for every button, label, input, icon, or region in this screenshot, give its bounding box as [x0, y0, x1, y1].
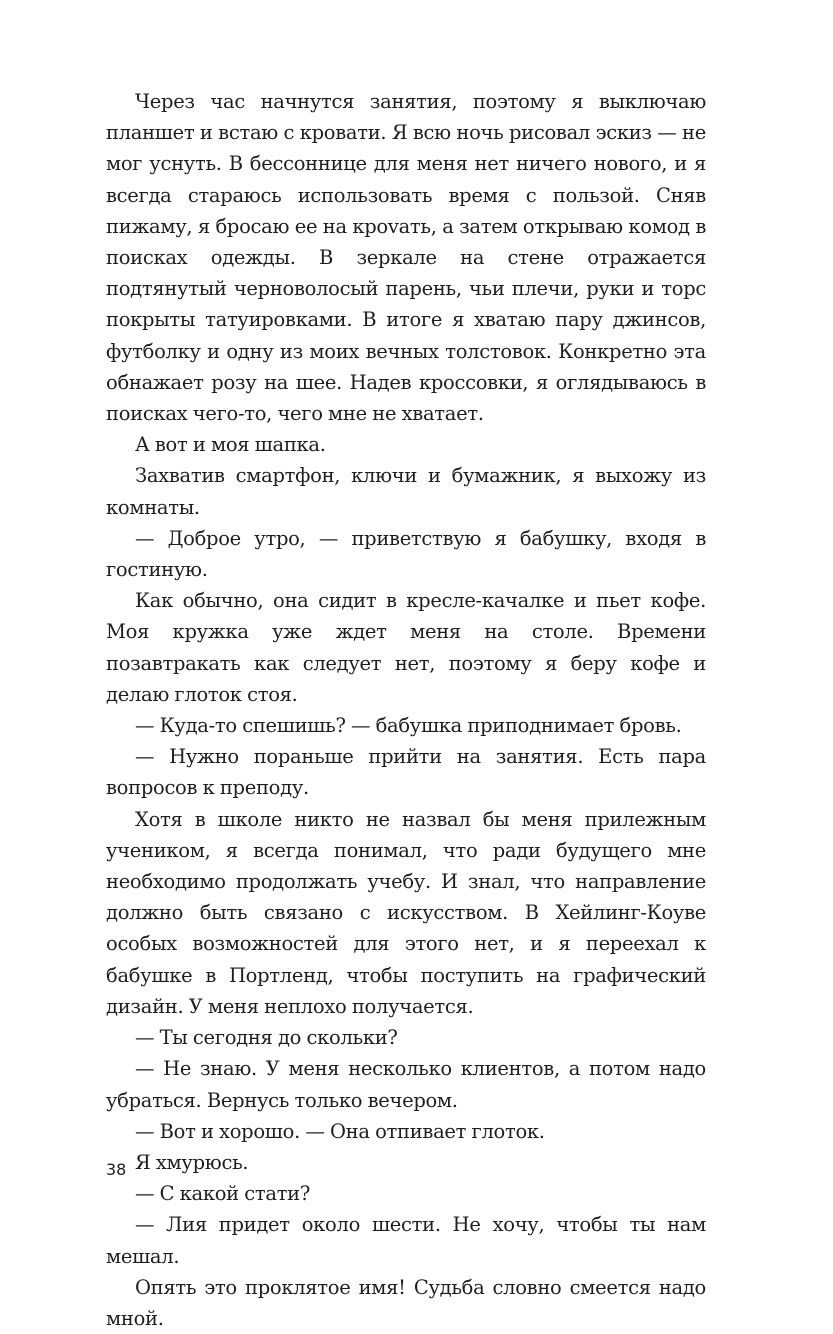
paragraph: Опять это проклятое имя! Судьба словно смеется надо мной. — [106, 1275, 706, 1330]
dialogue-line: — Лия придет около шести. Не хочу, чтобы ты нам мешал. — [106, 1213, 706, 1268]
dialogue-line: — Ты сегодня до скольки? — [135, 1026, 398, 1050]
paragraph: Захватив смартфон, ключи и бумажник, я выхожу из комнаты. — [106, 464, 706, 519]
paragraph: Через час начнутся занятия, поэтому я выключаю планшет и встаю с кровати. Я всю ночь рисовал эскиз — не мог уснуть. В бессоннице для меня нет ничего нового, и я всегда стараюсь использовать время с пользой. Сняв пижаму, я бросаю ее на кроvать, а затем открываю комод в поисках одежды. В зеркале на стене отражается подтянутый черноволосый парень, чьи плечи, руки и торс покрыты татуировками. В итоге я хватаю пару джинсов, футболку и одну из моих вечных толстовок. Конкретно эта обнажает розу на шее. Надев кроссовки, я оглядываюсь в поисках чего-то, чего мне не хватает. — [106, 90, 706, 426]
body-text — [106, 86, 706, 1334]
dialogue-line: — Вот и хорошо. — Она отпивает глоток. — [135, 1119, 545, 1143]
page-number: 38 — [106, 1160, 127, 1179]
dialogue-line: — Нужно пораньше прийти на занятия. Есть пара вопросов к преподу. — [106, 745, 706, 800]
dialogue-line: — С какой стати? — [135, 1182, 311, 1206]
dialogue-line: — Куда-то спешишь? — бабушка приподнимает бровь. — [135, 714, 682, 738]
dialogue-line: — Не знаю. У меня несколько клиентов, а потом надо убраться. Вернусь только вечером. — [106, 1057, 706, 1112]
paragraph: Хотя в школе никто не назвал бы меня прилежным учеником, я всегда понимал, что ради будущего мне необходимо продолжать учебу. И знал, что направление должно быть связано с искусством. В Хейлинг-Коуве особых возможностей для этого нет, и я переехал к бабушке в Портленд, чтобы поступить на графический дизайн. У меня неплохо получается. — [106, 807, 706, 1018]
paragraph: Я хмурюсь. — [135, 1150, 249, 1174]
dialogue-line: — Доброе утро, — приветствую я бабушку, входя в гостиную. — [106, 526, 706, 582]
paragraph: А вот и моя шапка. — [135, 433, 326, 457]
paragraph: Как обычно, она сидит в кресле-качалке и пьет кофе. Моя кружка уже ждет меня на столе. Времени позавтракать как следует нет, поэтому я беру кофе и делаю глоток стоя. — [106, 589, 706, 706]
